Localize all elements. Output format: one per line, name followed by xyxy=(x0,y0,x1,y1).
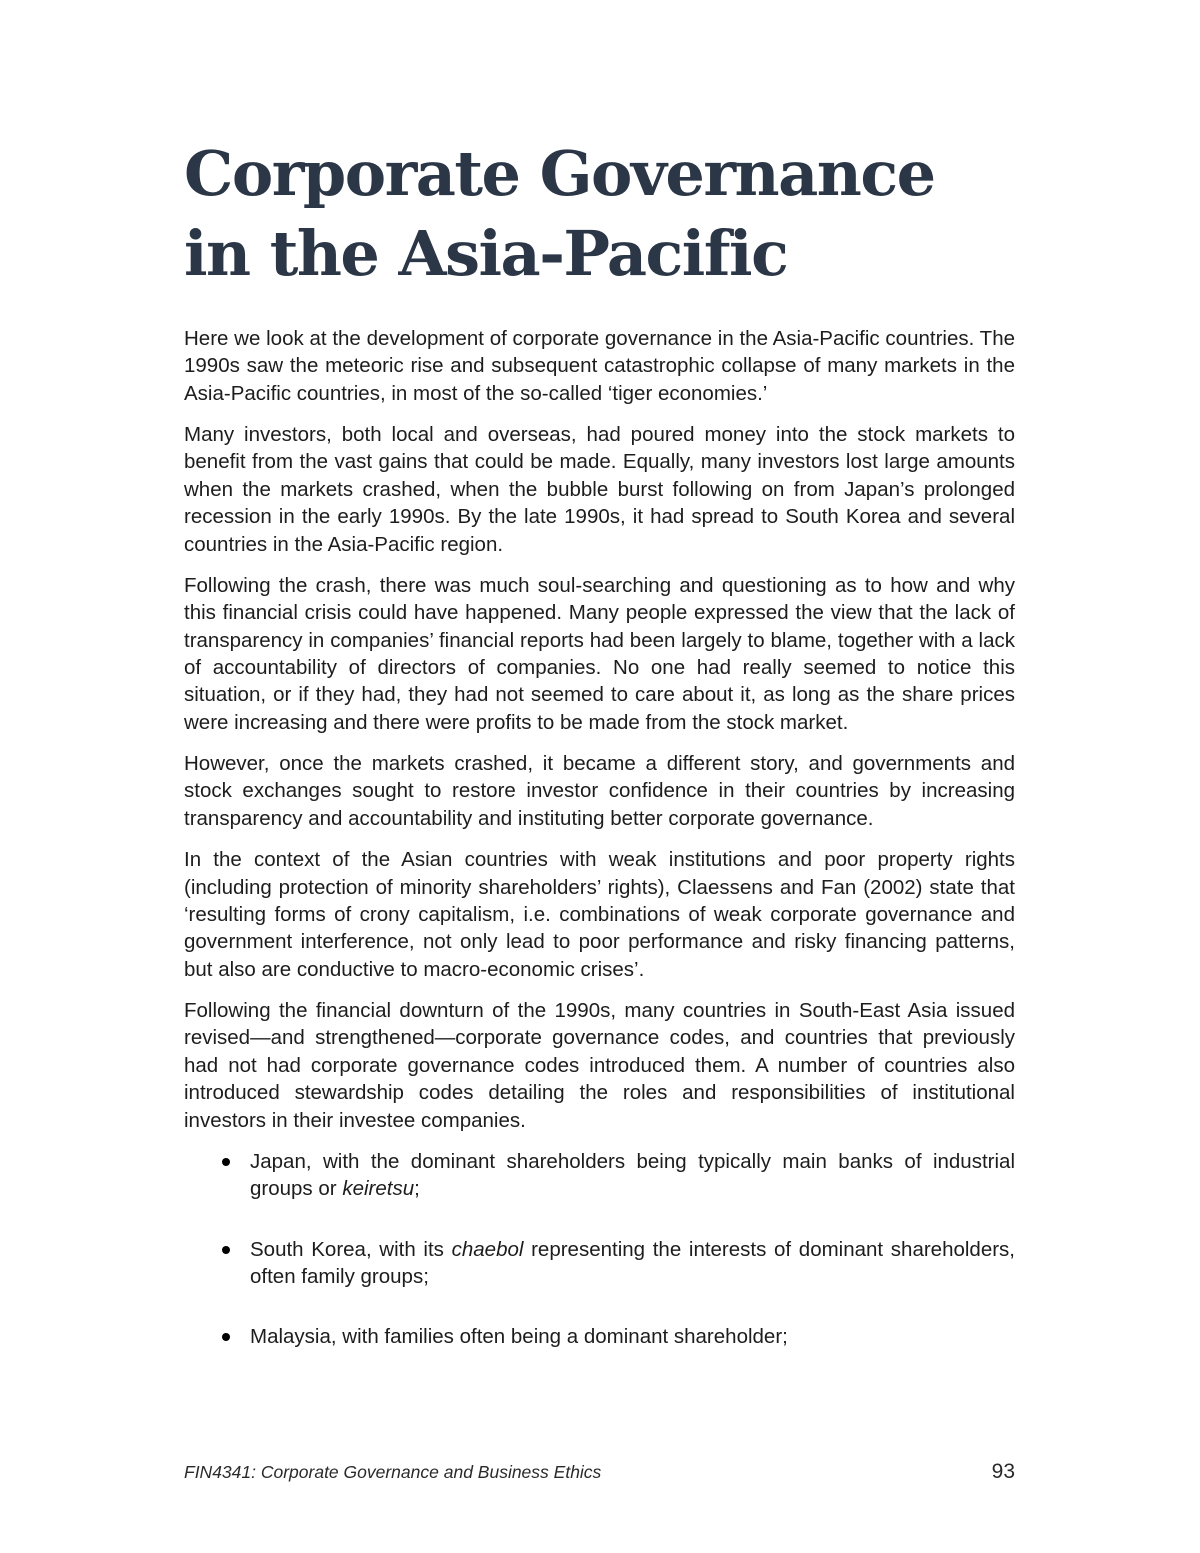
title-line-2: in the Asia-Pacific xyxy=(184,217,788,290)
country-list xyxy=(184,1148,1015,1351)
body-text xyxy=(184,325,1015,1384)
list-item xyxy=(184,1148,1015,1203)
paragraph: Here we look at the development of corporate governance in the Asia-Pacific countries. The 1990s saw the meteoric rise and subsequent catastrophic collapse of many markets in the Asia-Pacific countries, in most of the so-called ‘tiger economies.’ xyxy=(184,327,1015,405)
list-item-text-end: ; xyxy=(414,1177,420,1201)
paragraph: Many investors, both local and overseas, had poured money into the stock markets to benefit from the vast gains that could be made. Equally, many investors lost large amounts when the markets crashed, when the bubble burst following on from Japan’s prolonged recession in the early 1990s. By the late 1990s, it had spread to South Korea and several countries in the Asia-Pacific region. xyxy=(184,423,1015,556)
list-item xyxy=(184,1236,1015,1291)
paragraph: Following the financial downturn of the 1990s, many countries in South-East Asia issued revised—and strengthened—corporate governance codes, and countries that previously had not had corporate governance codes introduced them. A number of countries also introduced stewardship codes detailing the roles and responsibilities of institutional investors in their investee companies. xyxy=(184,998,1015,1132)
paragraph: In the context of the Asian countries with weak institutions and poor property rights (including protection of minority shareholders’ rights), Claessens and Fan (2002) state that ‘resulting forms of crony capitalism, i.e. combinations of weak corporate governance and government interference, not only lead to poor performance and risky financing patterns, but also are conductive to macro-economic crises’. xyxy=(184,848,1015,981)
list-item-text: Malaysia, with families often being a dominant shareholder; xyxy=(250,1325,788,1349)
bullet-icon xyxy=(222,1246,230,1254)
list-item xyxy=(184,1323,1015,1350)
paragraph: Following the crash, there was much soul-searching and questioning as to how and why this financial crisis could have happened. Many people expressed the view that the lack of transparency in companies’ financial reports had been largely to blame, together with a lack of accountability of directors of companies. No one had really seemed to notice this situation, or if they had, they had not seemed to care about it, as long as the share prices were increasing and there were profits to be made from the stock market. xyxy=(184,573,1015,734)
bullet-icon xyxy=(222,1158,230,1166)
page-number: 93 xyxy=(991,1460,1015,1483)
list-item-italic: keiretsu xyxy=(342,1177,415,1201)
list-item-italic: chaebol xyxy=(451,1237,524,1261)
page-title xyxy=(184,134,1034,294)
list-item-text: Japan, with the dominant shareholders being typically main banks of industrial groups or xyxy=(250,1149,1015,1201)
bullet-icon xyxy=(222,1333,230,1341)
list-item-text: South Korea, with its xyxy=(250,1237,452,1261)
list-item-text-end: representing the interests of dominant shareholders, often family groups; xyxy=(250,1237,1016,1288)
footer-course-title: FIN4341: Corporate Governance and Business Ethics xyxy=(184,1462,602,1482)
title-line-1: Corporate Governance xyxy=(184,137,935,210)
paragraph: However, once the markets crashed, it became a different story, and governments and stock exchanges sought to restore investor confidence in their countries by increasing transparency and accountability and instituting better corporate governance. xyxy=(184,752,1015,830)
